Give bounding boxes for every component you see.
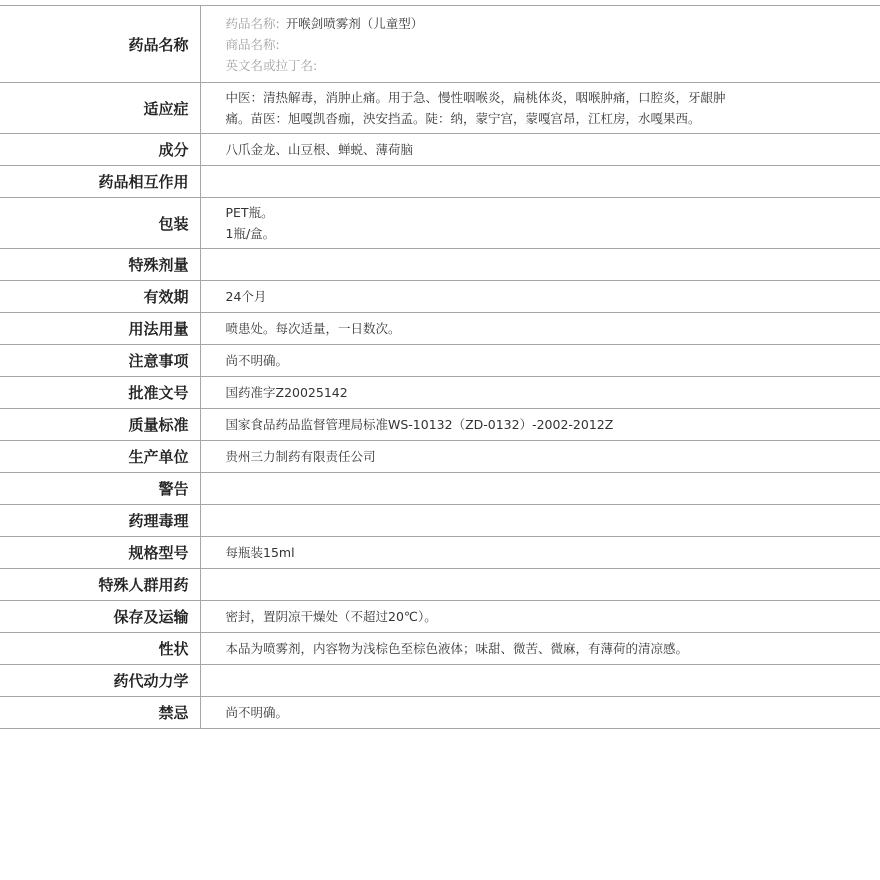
row-value	[200, 697, 880, 729]
spec-row	[0, 345, 880, 377]
value-line: 痛。苗医：旭嘎凯沓痂，泱安挡孟。陡：纳，蒙宁宫，蒙嘎宫昂，江杠房，水嘎果西。	[225, 111, 701, 126]
spec-row	[0, 281, 880, 313]
row-label: 质量标准	[0, 409, 200, 441]
row-value	[200, 198, 880, 249]
spec-row	[0, 249, 880, 281]
row-label: 禁忌	[0, 697, 200, 729]
row-label: 批准文号	[0, 377, 200, 409]
value-line: PET瓶。	[225, 205, 274, 220]
generic-name-label: 药品名称:	[225, 15, 280, 31]
row-value	[200, 409, 880, 441]
row-value	[200, 633, 880, 665]
row-label: 生产单位	[0, 441, 200, 473]
drug-spec-table	[0, 5, 880, 729]
row-value	[200, 6, 880, 83]
row-label: 警告	[0, 473, 200, 505]
generic-name-line	[226, 13, 791, 34]
spec-row	[0, 313, 880, 345]
value-line: 国家食品药品监督管理局标准WS-10132（ZD-0132）-2002-2012Z	[225, 417, 614, 432]
row-value	[200, 441, 880, 473]
row-value	[200, 377, 880, 409]
row-label: 适应症	[0, 83, 200, 134]
row-value	[200, 505, 880, 537]
value-line: 密封，置阴凉干燥处（不超过20℃）。	[225, 609, 437, 624]
spec-row	[0, 633, 880, 665]
value-line: 中医：清热解毒，消肿止痛。用于急、慢性咽喉炎，扁桃体炎，咽喉肿痛，口腔炎，牙龈肿	[225, 90, 726, 105]
spec-row	[0, 441, 880, 473]
row-value	[200, 249, 880, 281]
english-name-label: 英文名或拉丁名:	[225, 57, 318, 73]
row-value	[200, 83, 880, 134]
value-line: 喷患处。每次适量，一日数次。	[225, 321, 401, 336]
value-line: 国药准字Z20025142	[225, 385, 348, 400]
row-value	[200, 569, 880, 601]
value-line: 贵州三力制药有限责任公司	[225, 449, 376, 464]
spec-row-drug-name	[0, 6, 880, 83]
generic-name-value: 开喉剑喷雾剂（儿童型）	[285, 15, 424, 31]
value-line: 24个月	[225, 289, 267, 304]
row-label: 成分	[0, 134, 200, 166]
row-value	[200, 473, 880, 505]
row-label: 药代动力学	[0, 665, 200, 697]
row-label: 有效期	[0, 281, 200, 313]
row-label: 药品相互作用	[0, 166, 200, 198]
row-value	[200, 166, 880, 198]
row-value	[200, 537, 880, 569]
spec-row	[0, 601, 880, 633]
row-label: 性状	[0, 633, 200, 665]
row-value	[200, 134, 880, 166]
spec-row	[0, 134, 880, 166]
value-line: 每瓶装15ml	[225, 545, 295, 560]
value-line: 八爪金龙、山豆根、蝉蜕、薄荷脑	[225, 142, 414, 157]
value-line: 尚不明确。	[225, 705, 289, 720]
spec-row	[0, 409, 880, 441]
spec-row	[0, 473, 880, 505]
trade-name-label: 商品名称:	[225, 36, 280, 52]
row-label: 包装	[0, 198, 200, 249]
spec-row	[0, 198, 880, 249]
spec-row	[0, 697, 880, 729]
row-label: 规格型号	[0, 537, 200, 569]
row-label: 特殊剂量	[0, 249, 200, 281]
row-label: 注意事项	[0, 345, 200, 377]
row-label: 保存及运输	[0, 601, 200, 633]
spec-row	[0, 537, 880, 569]
spec-row	[0, 377, 880, 409]
row-value	[200, 313, 880, 345]
spec-row	[0, 166, 880, 198]
row-label: 药理毒理	[0, 505, 200, 537]
value-line: 本品为喷雾剂，内容物为浅棕色至棕色液体；味甜、微苦、微麻，有薄荷的清凉感。	[225, 641, 689, 656]
spec-table-body	[0, 6, 880, 729]
row-value	[200, 601, 880, 633]
row-label: 药品名称	[0, 6, 200, 83]
trade-name-line	[226, 34, 791, 55]
row-label: 用法用量	[0, 313, 200, 345]
spec-row	[0, 83, 880, 134]
row-value	[200, 281, 880, 313]
value-line: 尚不明确。	[225, 353, 289, 368]
spec-row	[0, 505, 880, 537]
spec-row	[0, 665, 880, 697]
row-value	[200, 345, 880, 377]
row-label: 特殊人群用药	[0, 569, 200, 601]
english-name-line	[226, 55, 791, 76]
row-value	[200, 665, 880, 697]
spec-row	[0, 569, 880, 601]
value-line: 1瓶/盒。	[225, 226, 276, 241]
